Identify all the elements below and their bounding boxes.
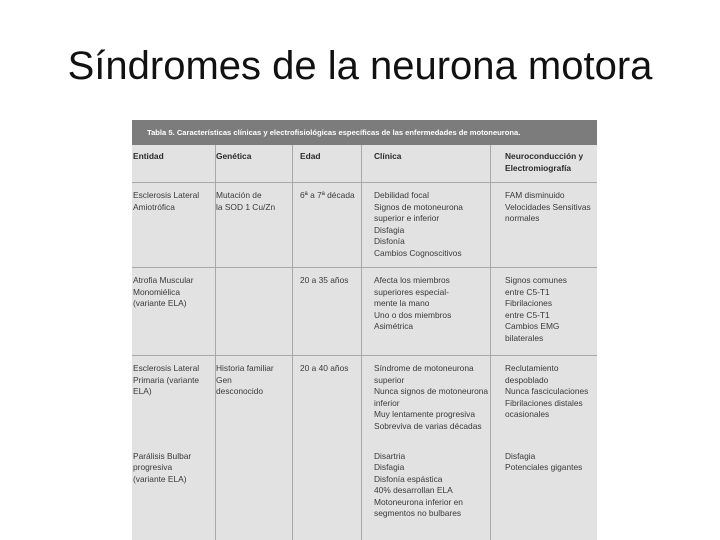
- cell-entidad: Esclerosis Lateral Primaria (variante ELA): [133, 363, 200, 397]
- table-caption: Tabla 5. Características clínicas y electrofisiológicas específicas de las enfermedades de motoneurona.: [132, 120, 597, 145]
- cell-entidad: Atrofia Muscular Monomiélica (variante ELA): [132, 268, 216, 356]
- table-row: [132, 268, 597, 356]
- cell-neuroconduccion: Signos comunes entre C5-T1 Fibrilaciones entre C5-T1 Cambios EMG bilaterales: [502, 268, 597, 356]
- column-divider: [292, 145, 293, 540]
- cell-clinica: Disartria Disfagia Disfonía espástica 40% desarrollan ELA Motoneurona inferior en segmentos no bulbares: [374, 450, 463, 519]
- cell-clinica: Debilidad focal Signos de motoneurona superior e inferior Disfagia Disfonía Cambios Cognoscitivos: [370, 183, 502, 268]
- header-neuroconduccion: Neuroconducción y Electromiografía: [502, 145, 597, 183]
- data-table: [132, 145, 597, 540]
- cell-clinica: Afecta los miembros superiores especial- mente la mano Uno o dos miembros Asimétrica: [370, 268, 502, 356]
- table-row: [132, 356, 597, 444]
- cell-genetica: [216, 268, 296, 356]
- cell-genetica: [216, 444, 296, 540]
- cell-genetica: Historia familiar Gen desconocido: [216, 363, 274, 397]
- header-edad: Edad: [296, 145, 370, 183]
- column-divider: [490, 145, 491, 540]
- cell-edad: 6ª a 7ª década: [296, 183, 370, 268]
- header-genetica: Genética: [216, 145, 296, 183]
- cell-clinica: Síndrome de motoneurona superior Nunca signos de motoneurona inferior Muy lentamente progresiva Sobreviva de varias décadas: [374, 363, 489, 431]
- cell-genetica: Mutación de la SOD 1 Cu/Zn: [216, 183, 296, 268]
- table-row: [132, 444, 597, 540]
- cell-edad: [296, 444, 370, 540]
- cell-entidad: Parálisis Bulbar progresiva (variante ELA): [133, 450, 192, 484]
- cell-edad: 20 a 35 años: [296, 268, 370, 356]
- cell-edad: 20 a 40 años: [300, 363, 349, 373]
- cell-entidad: Esclerosis Lateral Amiotrófica: [132, 183, 216, 268]
- header-entidad: Entidad: [132, 145, 216, 183]
- motor-neuron-table: [132, 120, 597, 540]
- table-row: [132, 183, 597, 268]
- cell-neuroconduccion: FAM disminuido Velocidades Sensitivas normales: [502, 183, 597, 268]
- cell-neuroconduccion: Disfagia Potenciales gigantes: [505, 450, 583, 473]
- header-clinica: Clínica: [370, 145, 502, 183]
- cell-neuroconduccion: Reclutamiento despoblado Nunca fasciculaciones Fibrilaciones distales ocasionales: [505, 363, 589, 420]
- column-divider: [361, 145, 362, 540]
- column-divider: [215, 145, 216, 540]
- header-row: [132, 145, 597, 183]
- slide-title: Síndromes de la neurona motora: [67, 44, 653, 88]
